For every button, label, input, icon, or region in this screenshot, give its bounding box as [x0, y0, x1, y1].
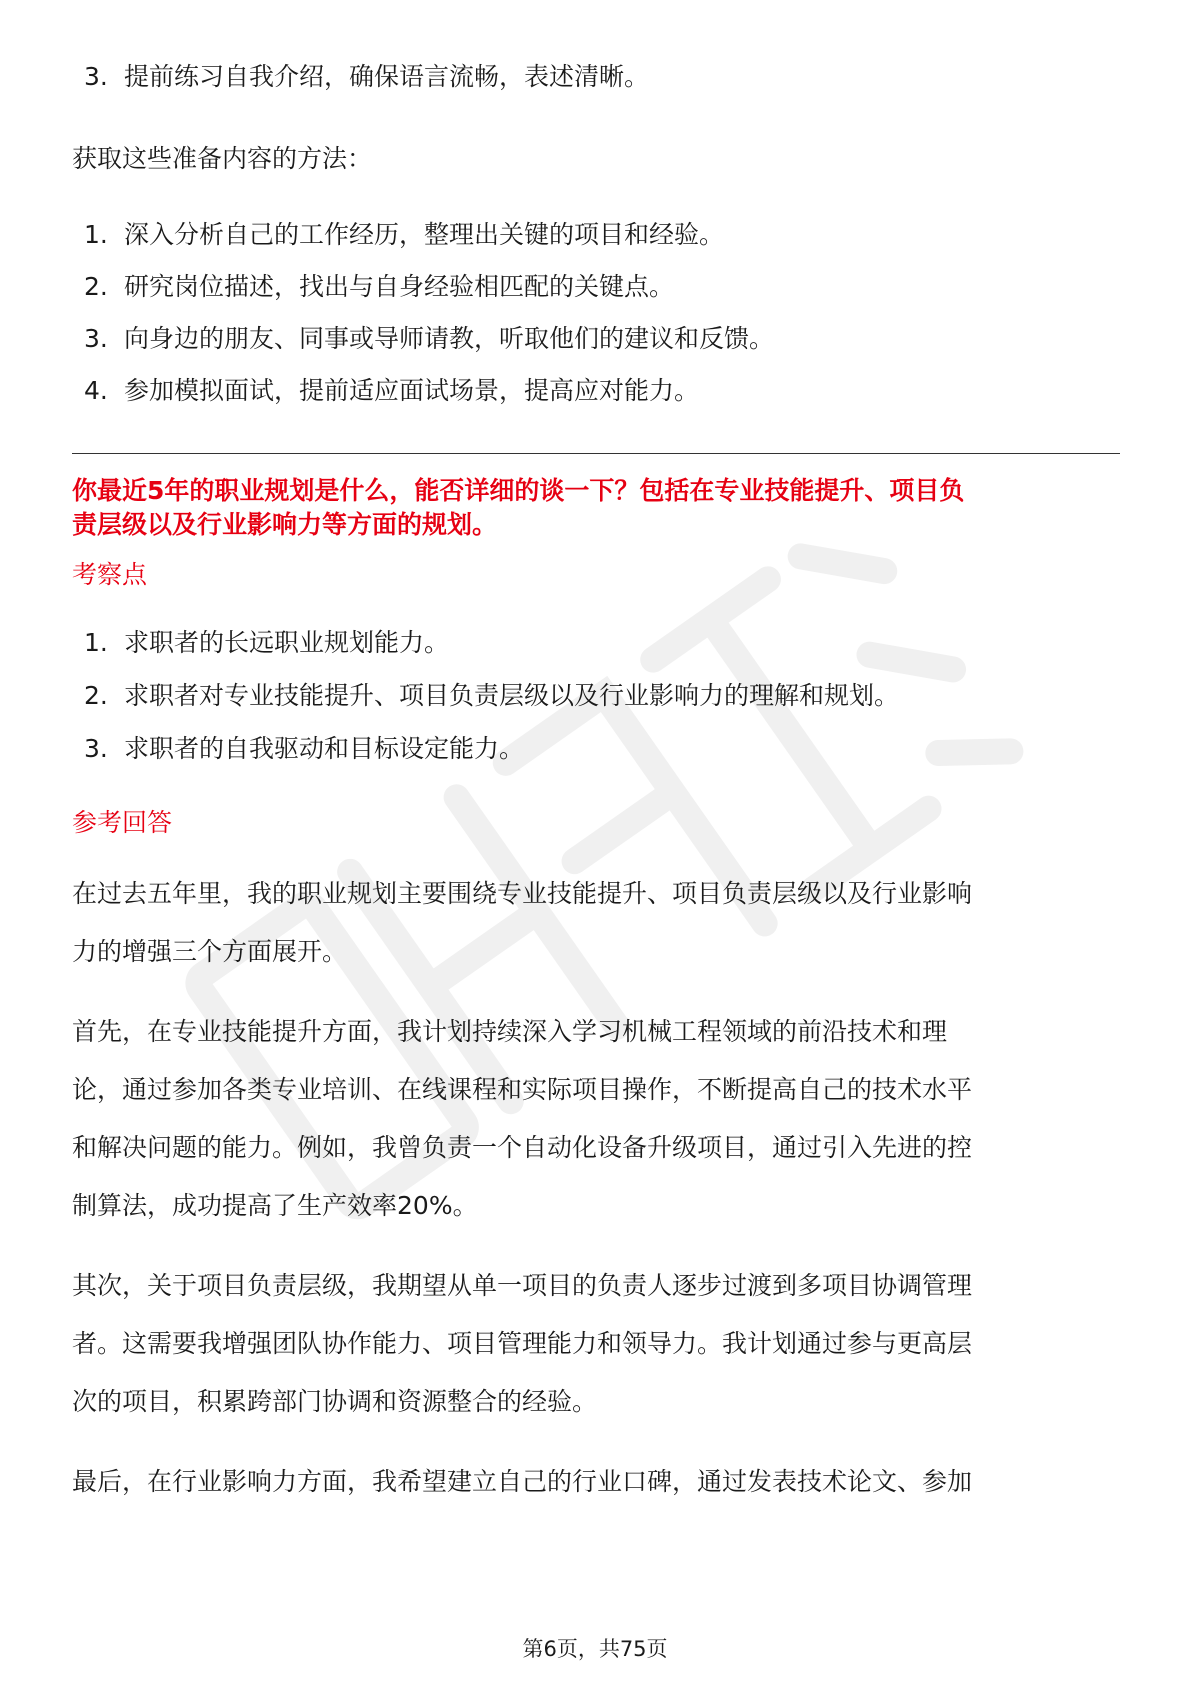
list-number: 2.	[84, 272, 108, 301]
list-number: 3.	[84, 734, 108, 763]
list-item	[72, 376, 1120, 406]
methods-list	[72, 220, 1120, 406]
list-item	[72, 681, 1120, 711]
inspection-list	[72, 628, 1120, 764]
list-text: 向身边的朋友、同事或导师请教，听取他们的建议和反馈。	[124, 324, 775, 353]
paragraph-line: 其次，关于项目负责层级，我期望从单一项目的负责人逐步过渡到多项目协调管理	[72, 1271, 973, 1300]
methods-lead: 获取这些准备内容的方法：	[72, 144, 373, 173]
list-number: 1.	[84, 628, 108, 657]
page-number: 第6页，共75页	[522, 1637, 668, 1661]
list-item	[72, 272, 1120, 302]
section-divider	[72, 453, 1120, 454]
list-item	[72, 62, 1120, 92]
list-text: 求职者的长远职业规划能力。	[124, 628, 450, 657]
list-item	[72, 324, 1120, 354]
list-number: 2.	[84, 681, 108, 710]
list-number: 1.	[84, 220, 108, 249]
paragraph-line: 首先，在专业技能提升方面，我计划持续深入学习机械工程领域的前沿技术和理	[72, 1017, 948, 1046]
list-item	[72, 734, 1120, 764]
paragraph-line: 制算法，成功提高了生产效率20%。	[72, 1191, 478, 1220]
list-text: 深入分析自己的工作经历，整理出关键的项目和经验。	[124, 220, 725, 249]
list-text: 参加模拟面试，提前适应面试场景，提高应对能力。	[124, 376, 700, 405]
paragraph-line: 和解决问题的能力。例如，我曾负责一个自动化设备升级项目，通过引入先进的控	[72, 1133, 973, 1162]
paragraph-line: 力的增强三个方面展开。	[72, 937, 348, 966]
answer-paragraph-1	[72, 865, 1120, 981]
list-item	[72, 220, 1120, 250]
list-text: 求职者的自我驱动和目标设定能力。	[124, 734, 525, 763]
list-text: 提前练习自我介绍，确保语言流畅，表述清晰。	[124, 62, 650, 91]
answer-heading: 参考回答	[72, 808, 173, 837]
question-title	[72, 474, 1120, 542]
list-item	[72, 628, 1120, 658]
inspection-heading: 考察点	[72, 560, 148, 589]
list-text: 求职者对专业技能提升、项目负责层级以及行业影响力的理解和规划。	[124, 681, 900, 710]
paragraph-line: 次的项目，积累跨部门协调和资源整合的经验。	[72, 1387, 598, 1416]
question-line-1: 你最近5年的职业规划是什么，能否详细的谈一下？包括在专业技能提升、项目负	[72, 476, 965, 505]
previous-list	[72, 62, 1120, 92]
answer-paragraph-3	[72, 1257, 1120, 1431]
list-text: 研究岗位描述，找出与自身经验相匹配的关键点。	[124, 272, 675, 301]
list-number: 3.	[84, 324, 108, 353]
answer-paragraph-2	[72, 1003, 1120, 1235]
paragraph-line: 最后，在行业影响力方面，我希望建立自己的行业口碑，通过发表技术论文、参加	[72, 1467, 973, 1496]
paragraph-line: 者。这需要我增强团队协作能力、项目管理能力和领导力。我计划通过参与更高层	[72, 1329, 973, 1358]
answer-paragraph-4	[72, 1453, 1120, 1511]
question-line-2: 责层级以及行业影响力等方面的规划。	[72, 510, 498, 539]
list-number: 3.	[84, 62, 108, 91]
paragraph-line: 论，通过参加各类专业培训、在线课程和实际项目操作，不断提高自己的技术水平	[72, 1075, 973, 1104]
list-number: 4.	[84, 376, 108, 405]
paragraph-line: 在过去五年里，我的职业规划主要围绕专业技能提升、项目负责层级以及行业影响	[72, 879, 973, 908]
content-area	[72, 54, 1120, 1511]
